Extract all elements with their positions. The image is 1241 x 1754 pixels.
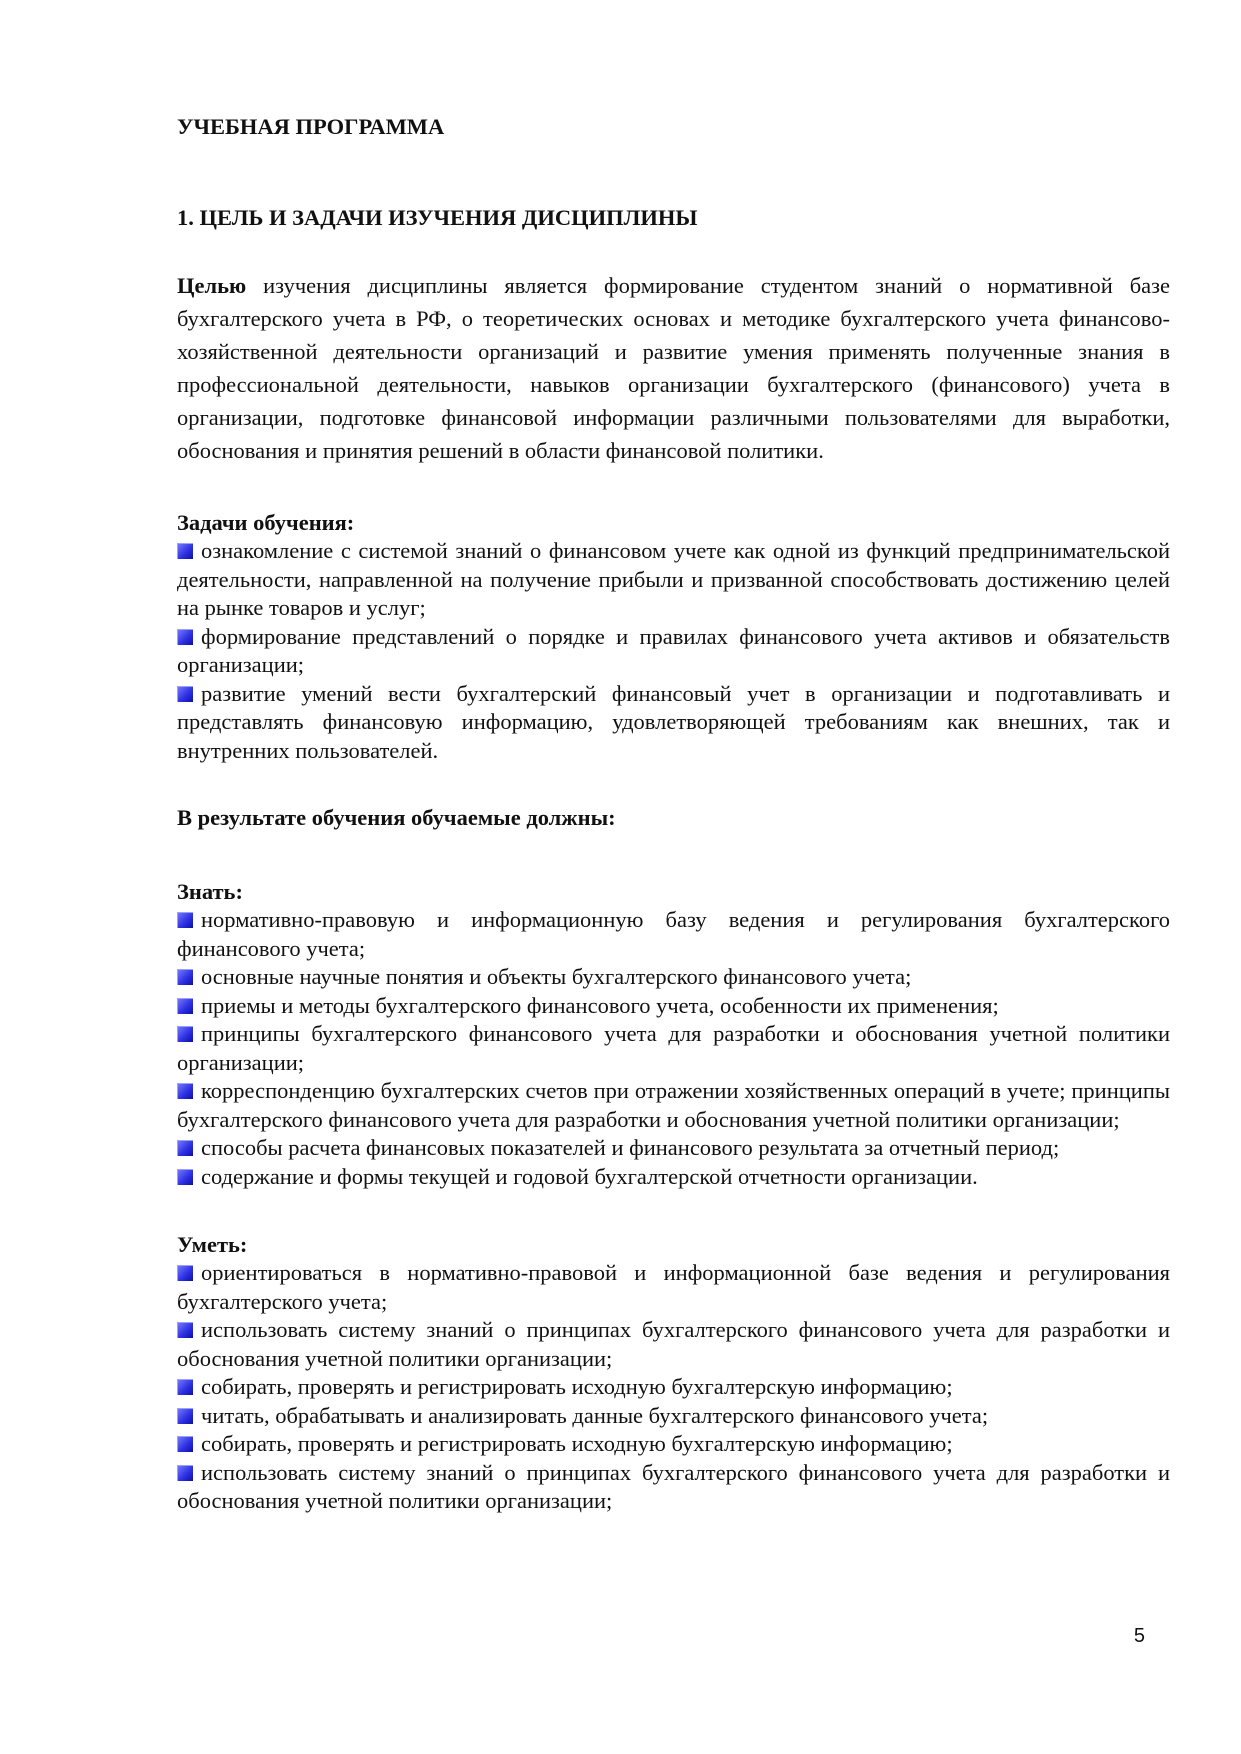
square-bullet-icon [177, 1083, 193, 1099]
section-heading: 1. ЦЕЛЬ И ЗАДАЧИ ИЗУЧЕНИЯ ДИСЦИПЛИНЫ [177, 205, 698, 230]
square-bullet-icon [177, 629, 193, 645]
list-item: использовать систему знаний о принципах бухгалтерского финансового учета для разработки и обоснования учетной политики организации; [177, 1317, 1170, 1371]
list-item: корреспонденцию бухгалтерских счетов при отражении хозяйственных операций в учете; принципы бухгалтерского финансового учета для разработки и обоснования учетной политики организации; [177, 1078, 1170, 1132]
intro-paragraph [177, 269, 1170, 467]
list-item: приемы и методы бухгалтерского финансового учета, особенности их применения; [177, 992, 1170, 1021]
list-item: развитие умений вести бухгалтерский финансовый учет в организации и подготавливать и представлять финансовую информацию, удовлетворяющей требованиям как внешних, так и внутренних пользователей. [177, 680, 1170, 763]
square-bullet-icon [177, 1436, 193, 1452]
know-heading: Знать: [177, 879, 243, 904]
list-item: ориентироваться в нормативно-правовой и информационной базе ведения и регулирования бухгалтерского учета; [177, 1260, 1170, 1314]
list-item: формирование представлений о порядке и правилах финансового учета активов и обязательств организации; [177, 623, 1170, 677]
square-bullet-icon [177, 1465, 193, 1481]
square-bullet-icon [177, 1322, 193, 1338]
page-number: 5 [1133, 1625, 1145, 1647]
results-heading: В результате обучения обучаемые должны: [177, 805, 616, 830]
tasks-heading: Задачи обучения: [177, 510, 355, 535]
list-item: читать, обрабатывать и анализировать данные бухгалтерского финансового учета; [177, 1402, 1170, 1431]
list-item: собирать, проверять и регистрировать исходную бухгалтерскую информацию; [177, 1430, 1170, 1459]
square-bullet-icon [177, 969, 193, 985]
list-item: использовать систему знаний о принципах бухгалтерского финансового учета для разработки и обоснования учетной политики организации; [177, 1459, 1170, 1513]
can-list [177, 1259, 1170, 1516]
can-heading: Уметь: [177, 1232, 248, 1257]
square-bullet-icon [177, 686, 193, 702]
list-item: содержание и формы текущей и годовой бухгалтерской отчетности организации. [177, 1163, 1170, 1192]
tasks-list [177, 537, 1170, 765]
list-item: собирать, проверять и регистрировать исходную бухгалтерскую информацию; [177, 1373, 1170, 1402]
list-item: принципы бухгалтерского финансового учета для разработки и обоснования учетной политики организации; [177, 1021, 1170, 1075]
square-bullet-icon [177, 1140, 193, 1156]
intro-bold-word: Целью [177, 273, 247, 298]
list-item: способы расчета финансовых показателей и финансового результата за отчетный период; [177, 1134, 1170, 1163]
square-bullet-icon [177, 1026, 193, 1042]
intro-text: изучения дисциплины является формирование студентом знаний о нормативной базе бухгалтерского учета в РФ, о теоретических основах и методике бухгалтерского учета финансово-хозяйственной деятельности организаций и развитие умения применять полученные знания в профессиональной деятельности, навыков организации бухгалтерского (финансового) учета в организации, подготовке финансовой информации различными пользователями для выработки, обоснования и принятия решений в области финансовой политики. [177, 273, 1170, 463]
know-list [177, 906, 1170, 1191]
document-title: УЧЕБНАЯ ПРОГРАММА [177, 114, 445, 139]
list-item: основные научные понятия и объекты бухгалтерского финансового учета; [177, 963, 1170, 992]
square-bullet-icon [177, 1169, 193, 1185]
square-bullet-icon [177, 998, 193, 1014]
list-item: ознакомление с системой знаний о финансовом учете как одной из функций предпринимательской деятельности, направленной на получение прибыли и призванной способствовать достижению целей на рынке товаров и услуг; [177, 538, 1170, 620]
square-bullet-icon [177, 1379, 193, 1395]
square-bullet-icon [177, 1408, 193, 1424]
square-bullet-icon [177, 912, 193, 928]
square-bullet-icon [177, 543, 193, 559]
list-item: нормативно-правовую и информационную базу ведения и регулирования бухгалтерского финансового учета; [177, 907, 1170, 961]
square-bullet-icon [177, 1265, 193, 1281]
